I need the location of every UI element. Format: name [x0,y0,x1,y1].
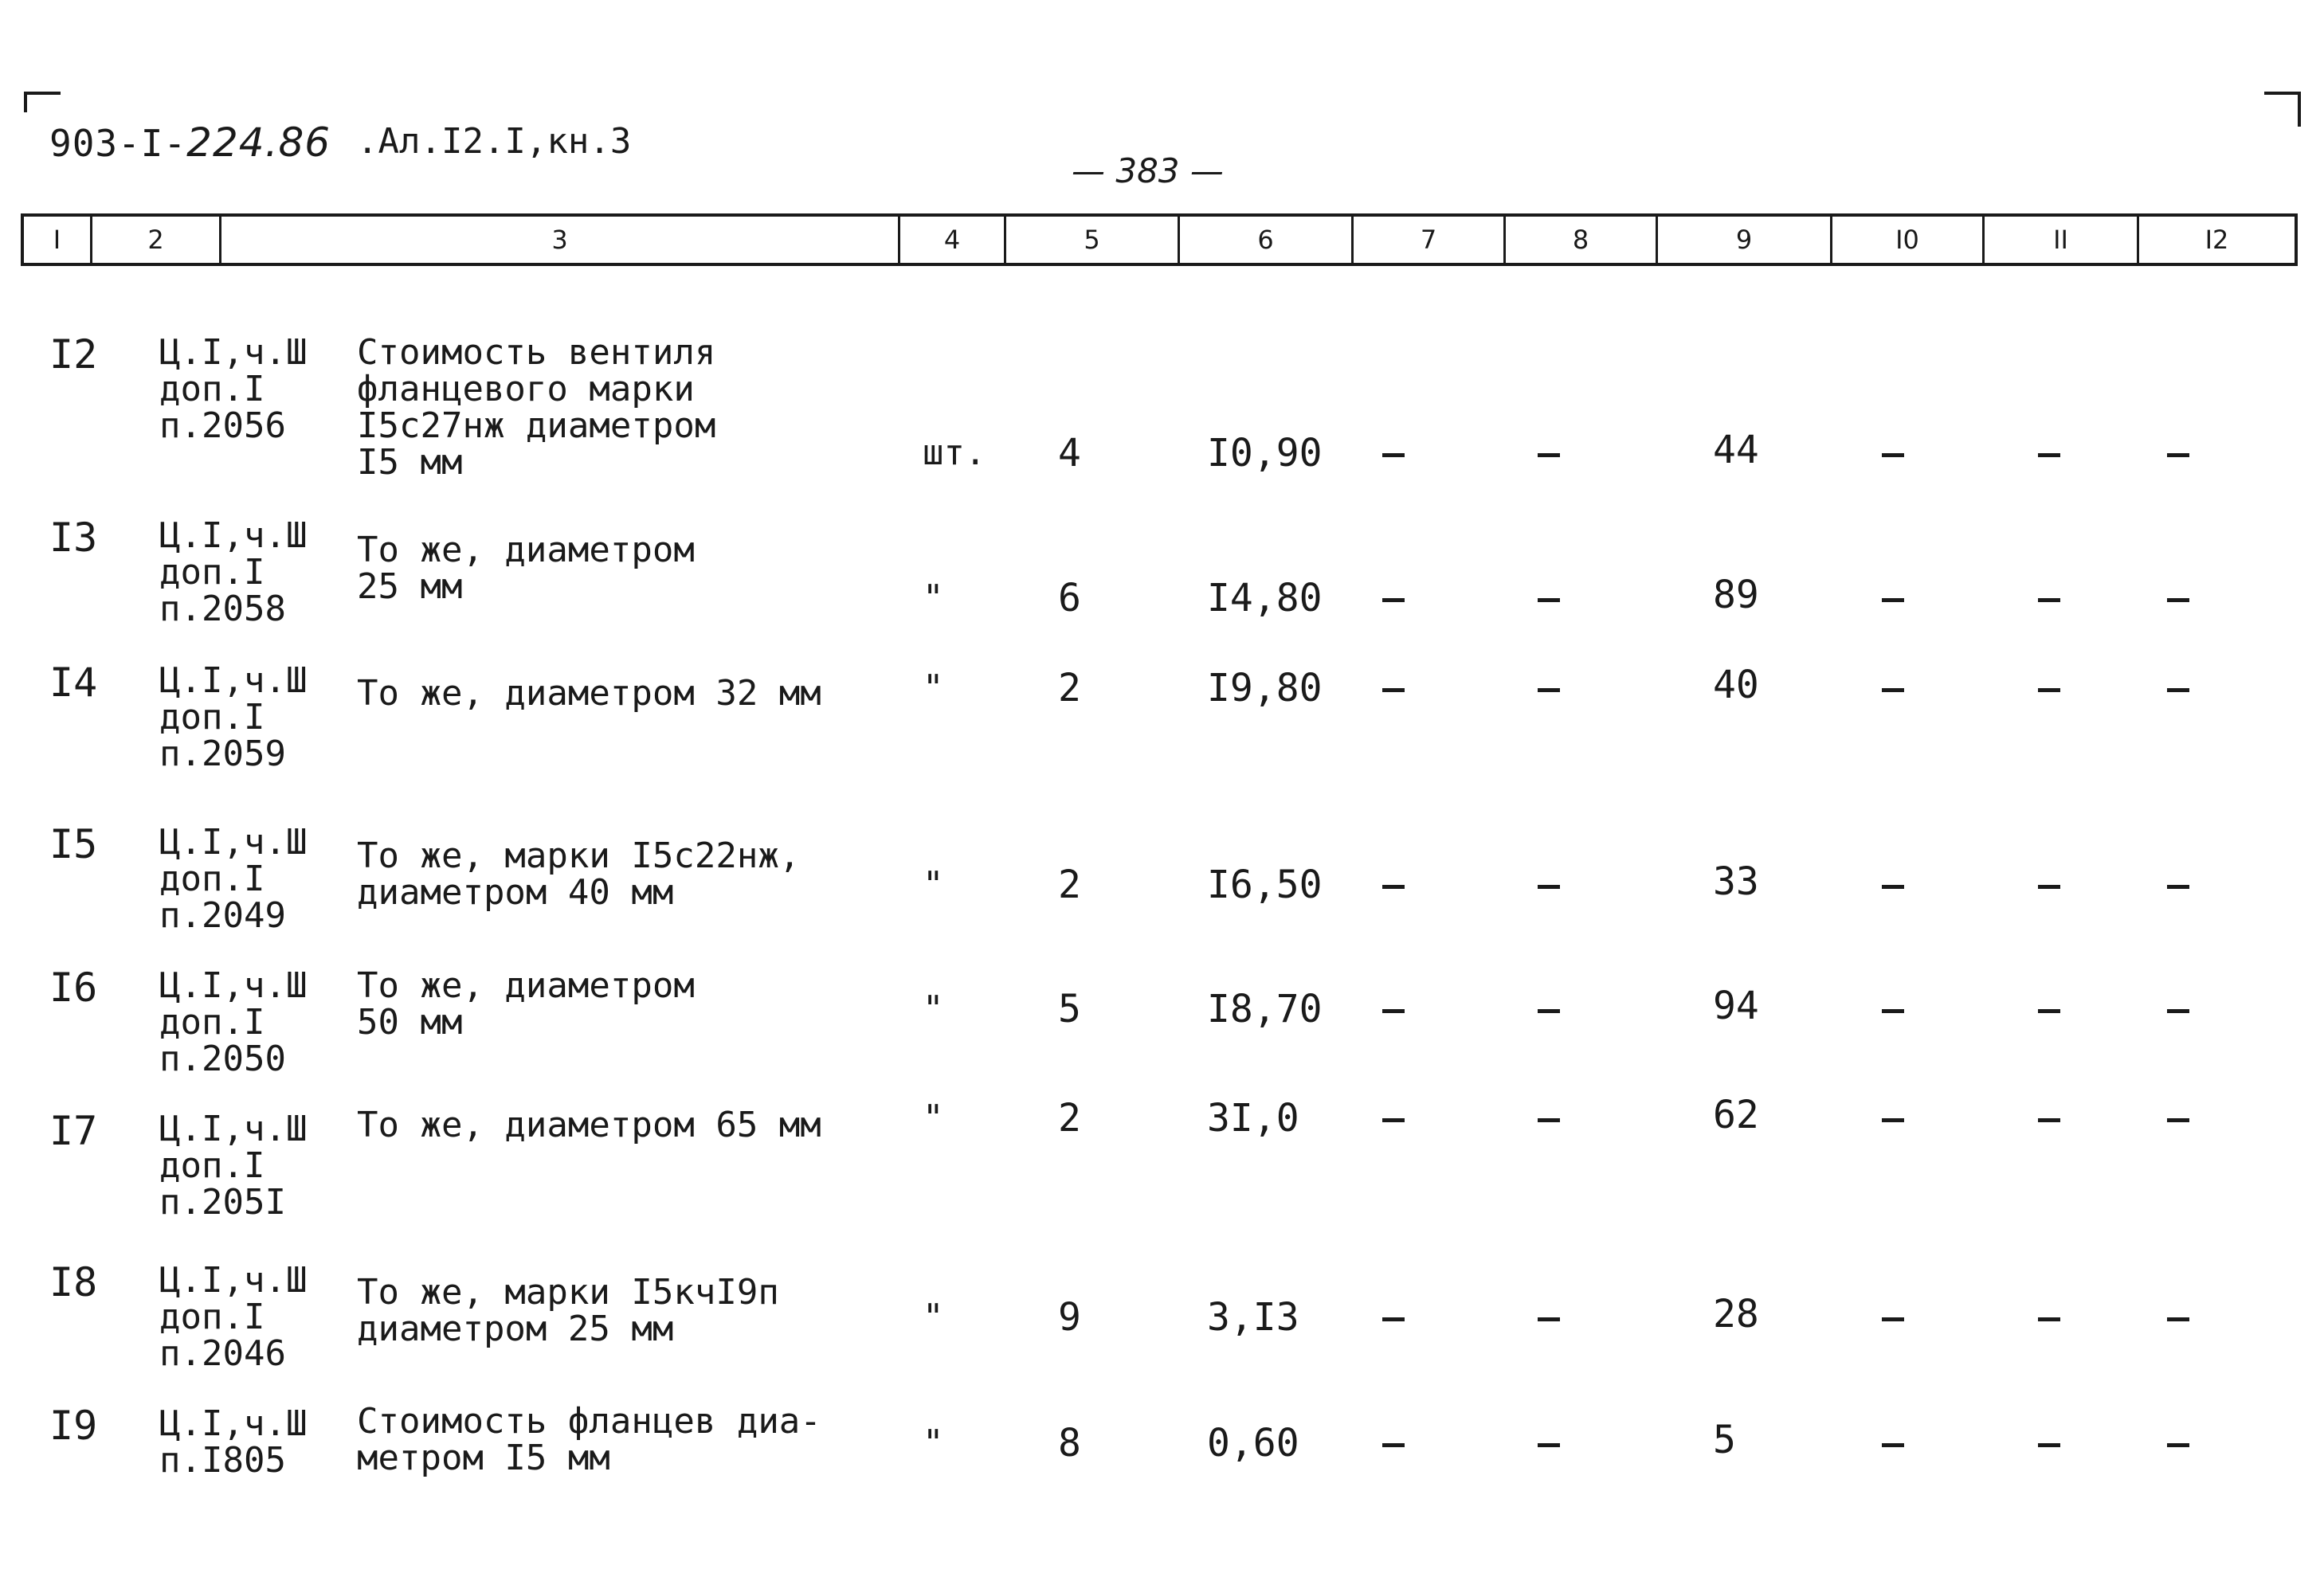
quantity-value: 2 [1058,1096,1081,1141]
total-value: 44 [1713,428,1759,472]
total-value: 5 [1713,1418,1736,1462]
empty-value-dash [2167,1317,2189,1321]
total-value: 28 [1713,1292,1759,1336]
price-reference-line: доп.I [159,1297,265,1337]
empty-value-dash [1382,885,1405,889]
column-header: 4 [900,217,1006,263]
empty-value-dash [2038,885,2060,889]
price-reference-line: доп.I [159,859,265,899]
item-description-line: Стоимость вентиля [357,332,716,373]
unit-of-measure: " [923,1297,944,1337]
price-reference-line: доп.I [159,697,265,738]
document-code-handwritten: 224.86 [186,119,331,166]
row-number: I2 [49,331,98,378]
unit-of-measure: " [923,864,944,905]
column-header: 8 [1506,217,1658,263]
price-reference-line: Ц.I,ч.Ш [159,1403,308,1444]
corner-mark-left [24,92,61,112]
empty-value-dash [2038,1009,2060,1013]
row-number: I4 [49,659,98,706]
empty-value-dash [2038,453,2060,457]
empty-value-dash [1882,1118,1904,1122]
empty-value-dash [1538,1443,1560,1447]
column-header: 9 [1658,217,1832,263]
column-header: II [1985,217,2139,263]
empty-value-dash [1538,885,1560,889]
empty-value-dash [2167,688,2189,692]
quantity-value: 8 [1058,1421,1081,1466]
item-description-line: То же, марки I5кчI9п [357,1272,779,1313]
column-header: 6 [1180,217,1354,263]
empty-value-dash [1538,1317,1560,1321]
column-header: I0 [1832,217,1985,263]
row-number: I6 [49,965,98,1011]
item-description [357,965,695,1043]
price-reference [159,965,308,1079]
empty-value-dash [1882,1009,1904,1013]
total-value: 89 [1713,573,1759,617]
item-description-line: То же, диаметром [357,965,695,1006]
total-value: 33 [1713,859,1759,904]
empty-value-dash [1382,688,1405,692]
quantity-value: 4 [1058,431,1081,475]
price-reference-line: п.2046 [159,1333,286,1374]
quantity-value: 2 [1058,666,1081,710]
empty-value-dash [1882,1317,1904,1321]
price-reference-line: Ц.I,ч.Ш [159,332,308,373]
item-description-line: То же, диаметром 65 мм [357,1105,821,1145]
price-reference [159,332,308,446]
empty-value-dash [2167,453,2189,457]
price-reference-line: доп.I [159,369,265,409]
empty-value-dash [1382,598,1405,602]
column-header: 2 [92,217,221,263]
empty-value-dash [2167,885,2189,889]
price-reference-line: п.2059 [159,734,286,774]
empty-value-dash [1882,598,1904,602]
item-description-line: То же, диаметром 32 мм [357,673,821,714]
row-number: I7 [49,1108,98,1154]
unit-price-value: I0,90 [1207,431,1323,475]
page-number: — 383 — [1072,151,1224,190]
column-header: I2 [2204,225,2229,255]
price-reference-line: Ц.I,ч.Ш [159,1260,308,1301]
price-reference [159,1111,307,1221]
column-header: I [24,217,92,263]
empty-value-dash [1882,1443,1904,1447]
unit-of-measure: " [923,577,944,618]
item-description [357,675,821,712]
unit-price-value: I6,50 [1207,863,1323,907]
item-description [357,1274,779,1348]
column-header: 3 [221,217,900,263]
item-description [357,1107,821,1144]
empty-value-dash [1538,1118,1560,1122]
unit-price-value: I4,80 [1207,576,1323,620]
price-reference-line: п.2049 [159,895,286,936]
unit-price-value: 3,I3 [1207,1295,1299,1340]
unit-price-value: 3I,0 [1207,1096,1299,1141]
empty-value-dash [1882,885,1904,889]
empty-value-dash [1382,1317,1405,1321]
empty-value-dash [2038,688,2060,692]
price-reference-line: Ц.I,ч.Ш [159,965,308,1006]
item-description-line: Стоимость фланцев диа- [357,1401,821,1442]
column-header-row [21,213,2298,266]
item-description-line: То же, диаметром [357,530,695,570]
item-description-line: фланцевого марки [357,369,695,409]
sheet-reference: .Ал.I2.I,кн.3 [357,121,632,162]
price-reference-line: п.2050 [159,1039,286,1079]
quantity-value: 6 [1058,576,1081,620]
row-number: I3 [49,515,98,561]
empty-value-dash [2038,1443,2060,1447]
price-reference-line: Ц.I,ч.Ш [159,515,308,556]
item-description-line: 25 мм [357,566,463,607]
price-reference [159,515,308,629]
item-description-line: То же, марки I5с22нж, [357,836,801,876]
empty-value-dash [1538,1009,1560,1013]
empty-value-dash [1882,688,1904,692]
unit-price-value: I8,70 [1207,987,1323,1031]
column-header: 5 [1006,217,1180,263]
empty-value-dash [1538,453,1560,457]
unit-price-value: 0,60 [1207,1421,1299,1466]
empty-value-dash [2167,1118,2189,1122]
unit-of-measure: " [923,1423,944,1463]
row-number: I9 [49,1403,98,1449]
empty-value-dash [1382,1443,1405,1447]
price-reference-line: п.2058 [159,589,286,629]
unit-of-measure: " [923,1098,944,1138]
empty-value-dash [2038,598,2060,602]
document-code-prefix: 903-I- [49,122,187,165]
empty-value-dash [2167,598,2189,602]
empty-value-dash [1882,453,1904,457]
total-value: 40 [1713,663,1759,707]
unit-of-measure: " [923,667,944,708]
price-reference [159,824,307,934]
price-reference-line: п.2056 [159,405,286,446]
empty-value-dash [2167,1443,2189,1447]
price-reference-line: доп.I [159,552,265,593]
corner-mark-right [2264,92,2301,127]
price-reference-line: п.I805 [159,1440,286,1481]
price-reference [159,660,308,774]
total-value: 94 [1713,984,1759,1028]
empty-value-dash [2038,1118,2060,1122]
quantity-value: 9 [1058,1295,1081,1340]
column-header: 7 [1354,217,1506,263]
item-description-line: метром I5 мм [357,1438,610,1478]
empty-value-dash [1538,598,1560,602]
empty-value-dash [1538,688,1560,692]
item-description [357,332,716,483]
price-reference-line: Ц.I,ч.Ш [159,822,308,863]
unit-price-value: I9,80 [1207,666,1323,710]
row-number: I8 [49,1259,98,1305]
item-description [357,532,695,605]
price-reference-line: доп.I [159,1145,265,1186]
total-value: 62 [1713,1093,1759,1137]
item-description [357,1403,821,1477]
item-description-line: I5 мм [357,442,463,483]
price-reference-line: п.205I [159,1182,286,1223]
item-description [357,838,800,911]
price-reference [159,1262,307,1372]
empty-value-dash [1382,1118,1405,1122]
quantity-value: 2 [1058,863,1081,907]
empty-value-dash [1382,1009,1405,1013]
unit-of-measure: шт. [923,432,986,473]
item-description-line: 50 мм [357,1002,463,1043]
unit-of-measure: " [923,988,944,1029]
row-number: I5 [49,821,98,867]
document-code [49,119,331,166]
price-reference-line: Ц.I,ч.Ш [159,660,308,701]
item-description-line: I5с27нж диаметром [357,405,716,446]
empty-value-dash [1382,453,1405,457]
item-description-line: диаметром 40 мм [357,872,674,913]
price-reference-line: Ц.I,ч.Ш [159,1109,308,1149]
quantity-value: 5 [1058,987,1081,1031]
empty-value-dash [2038,1317,2060,1321]
empty-value-dash [2167,1009,2189,1013]
item-description-line: диаметром 25 мм [357,1309,674,1349]
price-reference-line: доп.I [159,1002,265,1043]
price-reference [159,1403,308,1481]
